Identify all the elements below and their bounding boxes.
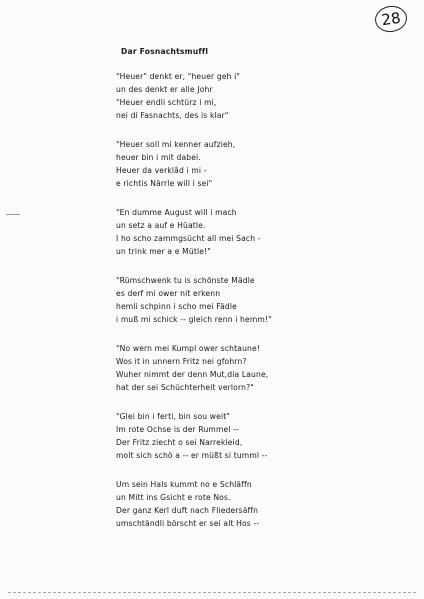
poem-line: un trink mer a e Mütle!" xyxy=(116,247,211,256)
stanza-3 xyxy=(116,206,356,258)
poem-line: heuer bin i mit dabei. xyxy=(116,153,201,162)
poem-line: es derf mi ower nit erkenn xyxy=(116,289,221,298)
poem-line: Wuher nimmt der denn Mut,dia Laune, xyxy=(116,370,269,379)
poem-line: Wos it in unnern Fritz nei gfohrn? xyxy=(116,357,247,366)
poem-line: hat der sei Schüchterheit verlorn?" xyxy=(116,383,254,392)
poem-title: Dar Fosnachtsmuffl xyxy=(121,47,209,56)
poem-line: nei di Fasnachts, des is klar" xyxy=(116,111,229,120)
poem-line: "Glei bin i ferti, bin sou weit" xyxy=(116,412,230,421)
poem-line: e richtis Närrle will i sei" xyxy=(116,179,213,188)
margin-mark xyxy=(6,214,20,215)
poem-line: hemli schpinn i scho mei Fädle xyxy=(116,302,237,311)
poem-line: Im rote Ochse is der Rummel -- xyxy=(116,425,239,434)
poem-line: "Rümschwenk tu is schönste Mädle xyxy=(116,276,255,285)
stanza-1 xyxy=(116,70,356,122)
poem-line: Um sein Hals kummt no e Schläffn xyxy=(116,480,252,489)
poem-line: i muß mi schick -- gleich renn i hemm!" xyxy=(116,315,272,324)
poem-line: Der Fritz ziecht o sei Narrekleid, xyxy=(116,438,243,447)
poem-line: I ho scho zammgsücht all mei Sach - xyxy=(116,234,261,243)
footer-rule xyxy=(8,592,416,593)
poem-line: umschtändli börscht er sei alt Hos -- xyxy=(116,519,260,528)
stanza-2 xyxy=(116,138,356,190)
poem-line: un Mitt ins Gsicht e rote Nos. xyxy=(116,493,231,502)
stanza-5 xyxy=(116,342,356,394)
poem-line: molt sich schö a -- er müßt si tumml -- xyxy=(116,451,268,460)
poem-line: Der ganz Kerl duft nach Fliedersäffn xyxy=(116,506,259,515)
stanza-4 xyxy=(116,274,356,326)
poem-line: "No wern mei Kumpl ower schtaune! xyxy=(116,344,261,353)
poem-body xyxy=(116,70,356,546)
poem-line: "En dumme August will i mach xyxy=(116,208,237,217)
stanza-7 xyxy=(116,478,356,530)
page-number: 28 xyxy=(373,4,408,34)
poem-line: "Heuer soll mi kenner aufzieh, xyxy=(116,140,236,149)
poem-line: Heuer da verklâd i mi - xyxy=(116,166,207,175)
poem-line: un setz a auf e Hüatle. xyxy=(116,221,206,230)
stanza-6 xyxy=(116,410,356,462)
poem-line: "Heuer endli schtürz i mi, xyxy=(116,98,217,107)
poem-line: "Heuer" denkt er, "heuer geh i" xyxy=(116,72,241,81)
poem-line: un des denkt er alle Johr xyxy=(116,85,213,94)
